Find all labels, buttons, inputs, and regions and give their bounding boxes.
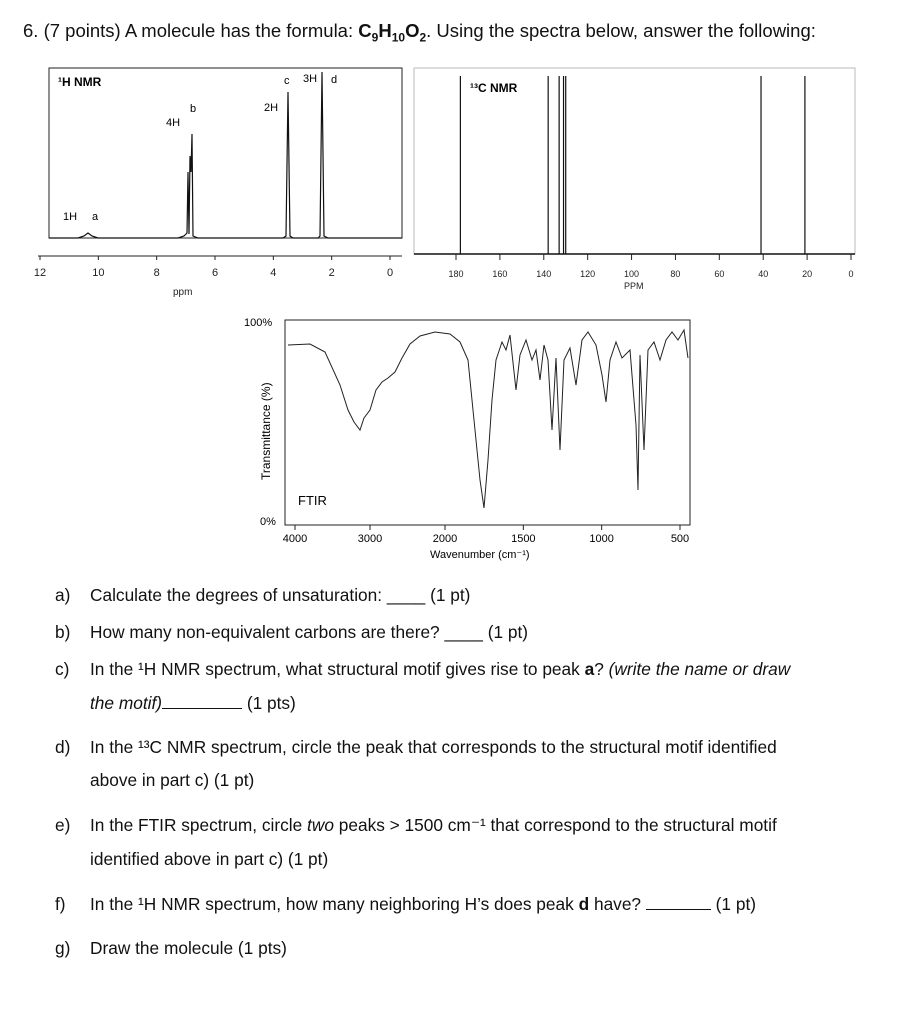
ftir-tick-label: 1000 <box>589 533 614 545</box>
ftir-y-top: 100% <box>244 317 273 329</box>
hnmr-xlabel: ppm <box>173 287 193 298</box>
cnmr-tick-label: 0 <box>848 269 854 279</box>
cnmr-tick-label: 60 <box>714 269 725 279</box>
peak-c-label: c <box>284 75 290 87</box>
hnmr-title: ¹H NMR <box>58 75 102 89</box>
cnmr-tick-label: 100 <box>624 269 640 279</box>
cnmr-tick-label: 140 <box>536 269 552 279</box>
hnmr-tick-label: 4 <box>270 267 277 279</box>
hnmr-tick-label: 12 <box>33 267 47 279</box>
hnmr-tick-label: 6 <box>211 267 219 279</box>
cnmr-tick-label: 120 <box>580 269 596 279</box>
molecular-formula: $C_9H_{10}O_2$ <box>358 20 427 45</box>
question-c-line2: the motif) (1 pts) <box>90 693 296 713</box>
ftir-y-bottom: 0% <box>260 516 276 528</box>
ftir-ylabel: Transmittance (%) <box>259 382 273 480</box>
peak-a-label: a <box>92 211 99 223</box>
question-d-line2: above in part c) (1 pt) <box>90 770 255 790</box>
peak-a-integration: 1H <box>63 211 78 223</box>
cnmr-xlabel: PPM <box>624 281 644 291</box>
peak-d-label: d <box>331 74 338 86</box>
cnmr-spectrum <box>410 64 860 294</box>
question-e-line2: identified above in part c) (1 pt) <box>90 849 329 869</box>
ftir-tick-label: 4000 <box>282 533 308 545</box>
cnmr-title: ¹³C NMR <box>470 81 518 95</box>
peak-b-integration: 4H <box>166 117 181 129</box>
ftir-tick-label: 1500 <box>511 533 536 545</box>
question-tail: . Using the spectra below, answer the following: <box>426 20 816 41</box>
peak-d-integration: 3H <box>303 73 318 85</box>
cnmr-tick-label: 20 <box>802 269 813 279</box>
ftir-spectrum <box>240 300 700 565</box>
ftir-xlabel: Wavenumber (cm⁻¹) <box>430 549 530 561</box>
hnmr-spectrum <box>28 64 408 304</box>
cnmr-tick-label: 180 <box>448 269 464 279</box>
question-lead: A molecule has the formula: <box>124 20 354 41</box>
hnmr-tick-label: 10 <box>92 267 105 279</box>
hnmr-tick-label: 8 <box>153 267 160 279</box>
cnmr-tick-label: 160 <box>492 269 508 279</box>
question-points: (7 points) <box>43 20 121 41</box>
hnmr-tick-label: 0 <box>386 267 394 279</box>
ftir-tick-label: 500 <box>670 533 690 545</box>
cnmr-tick-label: 40 <box>758 269 769 279</box>
ftir-tick-label: 2000 <box>432 533 458 545</box>
peak-c-integration: 2H <box>264 102 279 114</box>
ftir-tick-label: 3000 <box>357 533 383 545</box>
cnmr-tick-label: 80 <box>670 269 681 279</box>
question-number: 6. <box>23 20 39 41</box>
peak-b-label: b <box>190 103 197 115</box>
question-title <box>23 20 816 45</box>
hnmr-tick-label: 2 <box>328 267 335 279</box>
ftir-title: FTIR <box>298 493 327 508</box>
